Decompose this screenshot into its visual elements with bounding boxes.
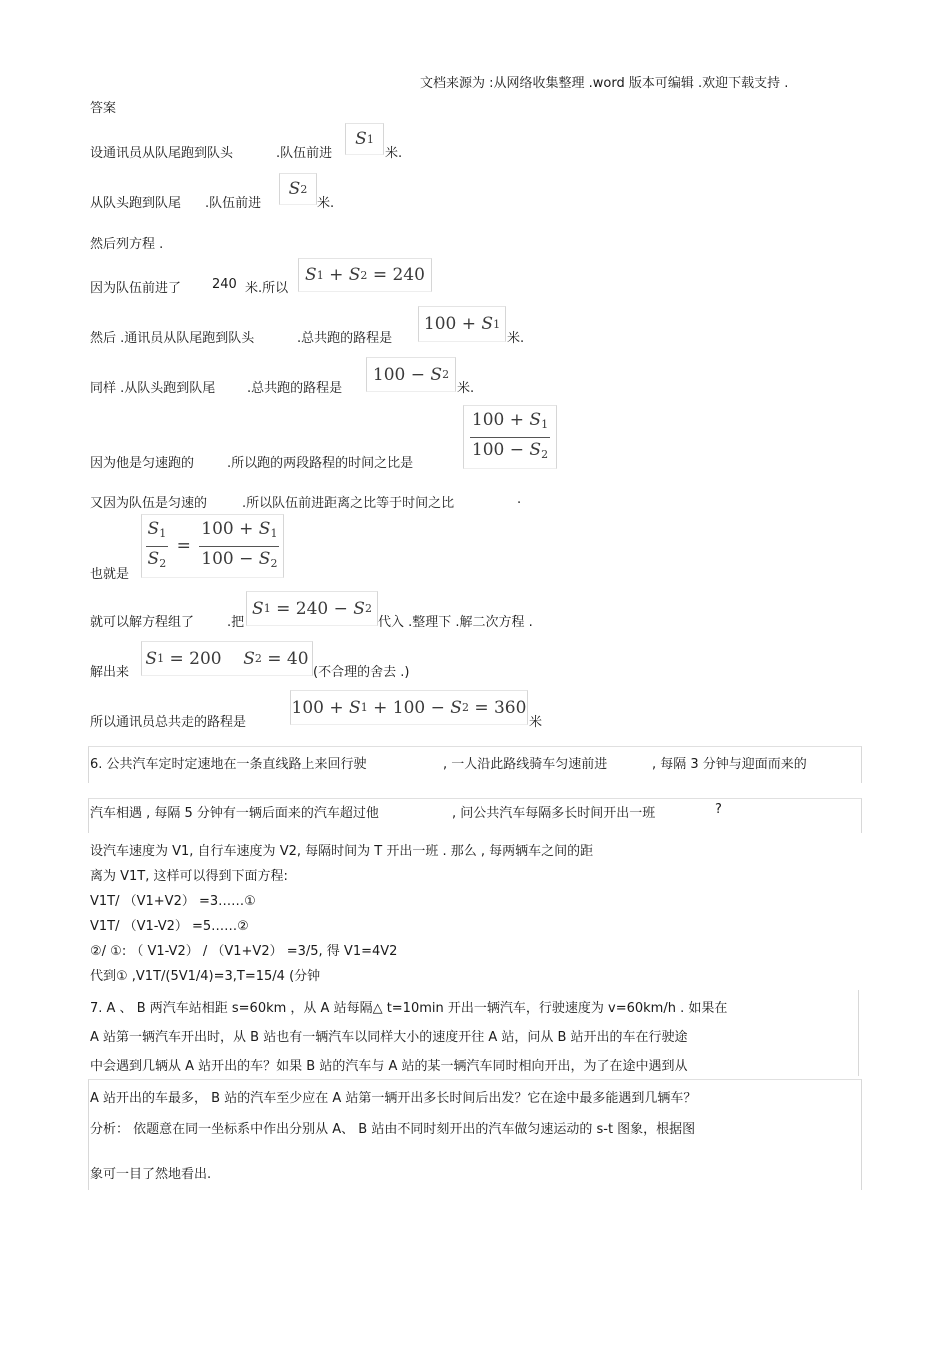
line-1-text-a: 设通讯员从队尾跑到队头	[90, 146, 234, 161]
q7-line-3: 中会遇到几辆从 A 站开出的车？如果 B 站的汽车与 A 站的某一辆汽车同时相向开出，为了在途中遇到从	[90, 1059, 688, 1074]
formula-s1-substitution: S 1 = 240 − S 2	[246, 591, 378, 626]
q6-line2-a: 汽车相遇 , 每隔 5 分钟有一辆后面来的汽车超过他	[90, 806, 379, 821]
header-source-note: 文档来源为 :从网络收集整理 .word 版本可编辑 .欢迎下载支持 .	[420, 76, 789, 91]
q6-equation-3: ②/ ①: （ V1-V2） / （V1+V2） =3/5, 得 V1=4V2	[90, 944, 398, 959]
line-10-text-c: 代入 .整理下 .解二次方程 .	[378, 615, 533, 630]
line-7-text-b: .所以跑的两段路程的时间之比是	[227, 456, 414, 471]
formula-time-ratio: $\frac{100 + S_1}{100 - S_2}$	[463, 405, 557, 469]
line-4-text-b: 240	[212, 277, 237, 292]
line-10-text-b: .把	[227, 615, 245, 630]
formula-s1-plus-s2: S 1 + S 2 = 240	[298, 258, 432, 292]
line-3-text: 然后列方程 .	[90, 237, 164, 252]
line-12-text-a: 所以通讯员总共走的路程是	[90, 715, 247, 730]
q7-line-1: 7. A 、 B 两汽车站相距 s=60km ，从 A 站每隔△ t=10min 开出一辆汽车，行驶速度为 v=60km/h . 如果在	[90, 1001, 728, 1016]
q6-line2-c: ?	[715, 802, 722, 817]
line-6-text-b: .总共跑的路程是	[247, 381, 343, 396]
line-11-text-b: (不合理的舍去 .)	[313, 665, 410, 680]
line-1-text-c: 米.	[385, 146, 403, 161]
q6-line1-a: 6. 公共汽车定时定速地在一条直线路上来回行驶	[90, 757, 367, 772]
line-5-text-c: 米.	[507, 331, 525, 346]
q6-solution-1: 设汽车速度为 V1, 自行车速度为 V2, 每隔时间为 T 开出一班 . 那么 , 每两辆车之间的距	[90, 844, 594, 859]
line-5-text-a: 然后 .通讯员从队尾跑到队头	[90, 331, 255, 346]
q6-line1-b: , 一人沿此路线骑车匀速前进	[443, 757, 608, 772]
q6-line1-c: , 每隔 3 分钟与迎面而来的	[652, 757, 807, 772]
line-11-text-a: 解出来	[90, 665, 130, 680]
line-5-text-b: .总共跑的路程是	[297, 331, 393, 346]
q6-equation-4: 代到① ,V1T/(5V1/4)=3,T=15/4 (分钟	[90, 969, 321, 984]
line-1-text-b: .队伍前进	[276, 146, 333, 161]
line-4-text-a: 因为队伍前进了	[90, 281, 182, 296]
q7-line-6: 象可一目了然地看出.	[90, 1167, 212, 1182]
formula-total-distance: 100 + S 1 + 100 − S 2 = 360	[290, 690, 528, 725]
q7-line-5: 分析： 依题意在同一坐标系中作出分别从 A、 B 站由不同时刻开出的汽车做匀速运动的 s-t 图象，根据图	[90, 1122, 696, 1137]
q7-line-2: A 站第一辆汽车开出时，从 B 站也有一辆汽车以同样大小的速度开往 A 站，问从 B 站开出的车在行驶途	[90, 1030, 688, 1045]
line-7-text-a: 因为他是匀速跑的	[90, 456, 195, 471]
q6-equation-2: V1T/ （V1-V2） =5……②	[90, 919, 249, 934]
formula-100-minus-s2: 100 − S 2	[366, 357, 456, 392]
q6-solution-2: 离为 V1T, 这样可以得到下面方程:	[90, 869, 288, 884]
line-8-text-a: 又因为队伍是匀速的	[90, 496, 208, 511]
q6-equation-1: V1T/ （V1+V2） =3……①	[90, 894, 256, 909]
line-6-text-a: 同样 .从队头跑到队尾	[90, 381, 216, 396]
line-10-text-a: 就可以解方程组了	[90, 615, 195, 630]
formula-solution-values: S 1 = 200 S 2 = 40	[141, 641, 313, 676]
formula-ratio-equation: $\frac{S_1}{S_2}$ = $\frac{100 + S_1}{100 - S_2}$	[141, 514, 284, 578]
q7-box-1	[858, 990, 859, 1076]
line-4-text-c: 米.所以	[245, 281, 289, 296]
formula-s1: S 1	[345, 123, 384, 155]
formula-s2: S 2	[279, 173, 317, 205]
line-2-text-c: 米.	[317, 196, 335, 211]
line-8-text-c: .	[517, 492, 522, 507]
line-6-text-c: 米.	[457, 381, 475, 396]
line-2-text-b: .队伍前进	[205, 196, 262, 211]
q7-line-4: A 站开出的车最多， B 站的汽车至少应在 A 站第一辆开出多长时间后出发？它在途中最多能遇到几辆车？	[90, 1091, 697, 1106]
line-8-text-b: .所以队伍前进距离之比等于时间之比	[242, 496, 455, 511]
line-9-text: 也就是	[90, 567, 130, 582]
line-2-text-a: 从队头跑到队尾	[90, 196, 182, 211]
line-12-text-b: 米	[529, 715, 543, 730]
q6-line2-b: , 问公共汽车每隔多长时间开出一班	[452, 806, 656, 821]
formula-100-plus-s1: 100 + S 1	[418, 306, 506, 342]
answer-title: 答案	[90, 101, 117, 116]
